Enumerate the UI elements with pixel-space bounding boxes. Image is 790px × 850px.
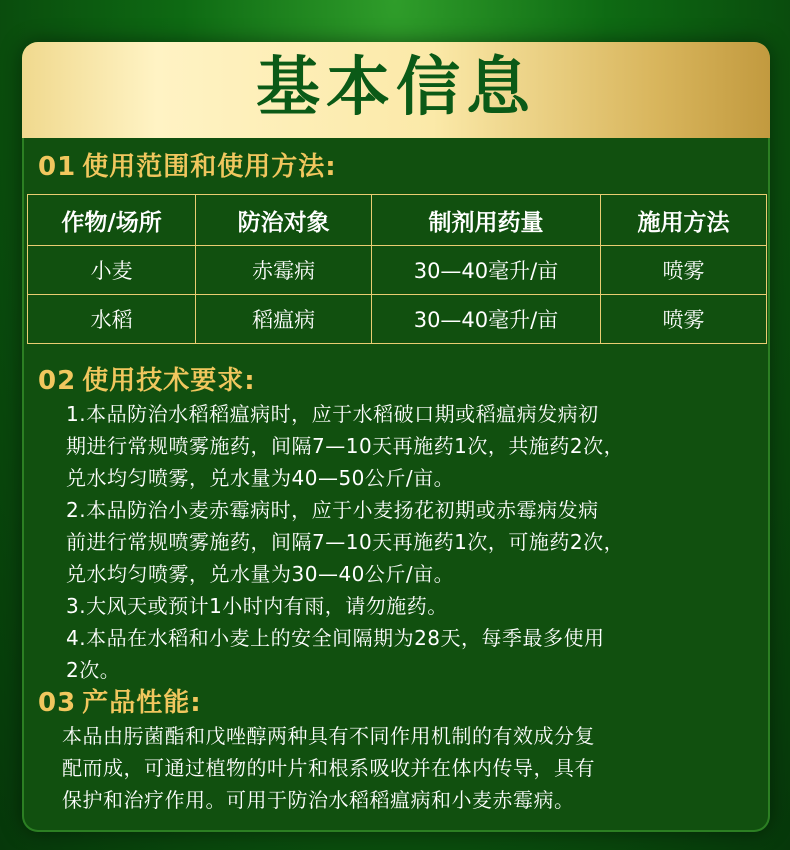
title-banner — [22, 42, 770, 138]
info-panel — [22, 42, 770, 832]
section-2-number: 02 — [38, 366, 77, 396]
table-header-row — [28, 195, 767, 246]
table-cell: 稻瘟病 — [196, 295, 372, 344]
table-header: 施用方法 — [600, 195, 766, 246]
performance-line: 配而成，可通过植物的叶片和根系吸收并在体内传导，具有 — [62, 756, 595, 780]
requirement-line: 兑水均匀喷雾，兑水量为30—40公斤/亩。 — [66, 562, 455, 586]
section-3-heading — [38, 682, 202, 719]
requirements-text — [66, 398, 624, 686]
table-cell: 小麦 — [28, 246, 196, 295]
requirement-line: 2.本品防治小麦赤霉病时，应于小麦扬花初期或赤霉病发病 — [66, 498, 599, 522]
table-header: 制剂用药量 — [372, 195, 601, 246]
table-cell: 喷雾 — [600, 246, 766, 295]
usage-table — [27, 194, 767, 344]
requirement-line: 前进行常规喷雾施药，间隔7—10天再施药1次，可施药2次， — [66, 530, 625, 554]
section-1-title: 使用范围和使用方法: — [82, 152, 337, 182]
page-title: 基本信息 — [256, 51, 536, 125]
table-cell: 赤霉病 — [196, 246, 372, 295]
requirement-line: 期进行常规喷雾施药，间隔7—10天再施药1次，共施药2次， — [66, 434, 625, 458]
section-2-title: 使用技术要求: — [82, 366, 256, 396]
requirement-line: 3.大风天或预计1小时内有雨，请勿施药。 — [66, 594, 448, 618]
section-1-number: 01 — [38, 152, 77, 182]
table-cell: 30—40毫升/亩 — [372, 246, 601, 295]
requirement-line: 1.本品防治水稻稻瘟病时，应于水稻破口期或稻瘟病发病初 — [66, 402, 599, 426]
performance-line: 保护和治疗作用。可用于防治水稻稻瘟病和小麦赤霉病。 — [62, 788, 575, 812]
table-header: 防治对象 — [196, 195, 372, 246]
table-header: 作物/场所 — [28, 195, 196, 246]
section-3-number: 03 — [38, 688, 77, 718]
performance-line: 本品由肟菌酯和戊唑醇两种具有不同作用机制的有效成分复 — [62, 724, 595, 748]
requirement-line: 4.本品在水稻和小麦上的安全间隔期为28天，每季最多使用 — [66, 626, 605, 650]
table-row — [28, 246, 767, 295]
table-cell: 喷雾 — [600, 295, 766, 344]
section-2-heading — [38, 360, 256, 397]
requirement-line: 2次。 — [66, 658, 121, 682]
table-row — [28, 295, 767, 344]
section-3-title: 产品性能: — [82, 688, 202, 718]
performance-text — [62, 720, 595, 816]
requirement-line: 兑水均匀喷雾，兑水量为40—50公斤/亩。 — [66, 466, 455, 490]
table-cell: 30—40毫升/亩 — [372, 295, 601, 344]
table-cell: 水稻 — [28, 295, 196, 344]
section-1-heading — [38, 146, 337, 183]
